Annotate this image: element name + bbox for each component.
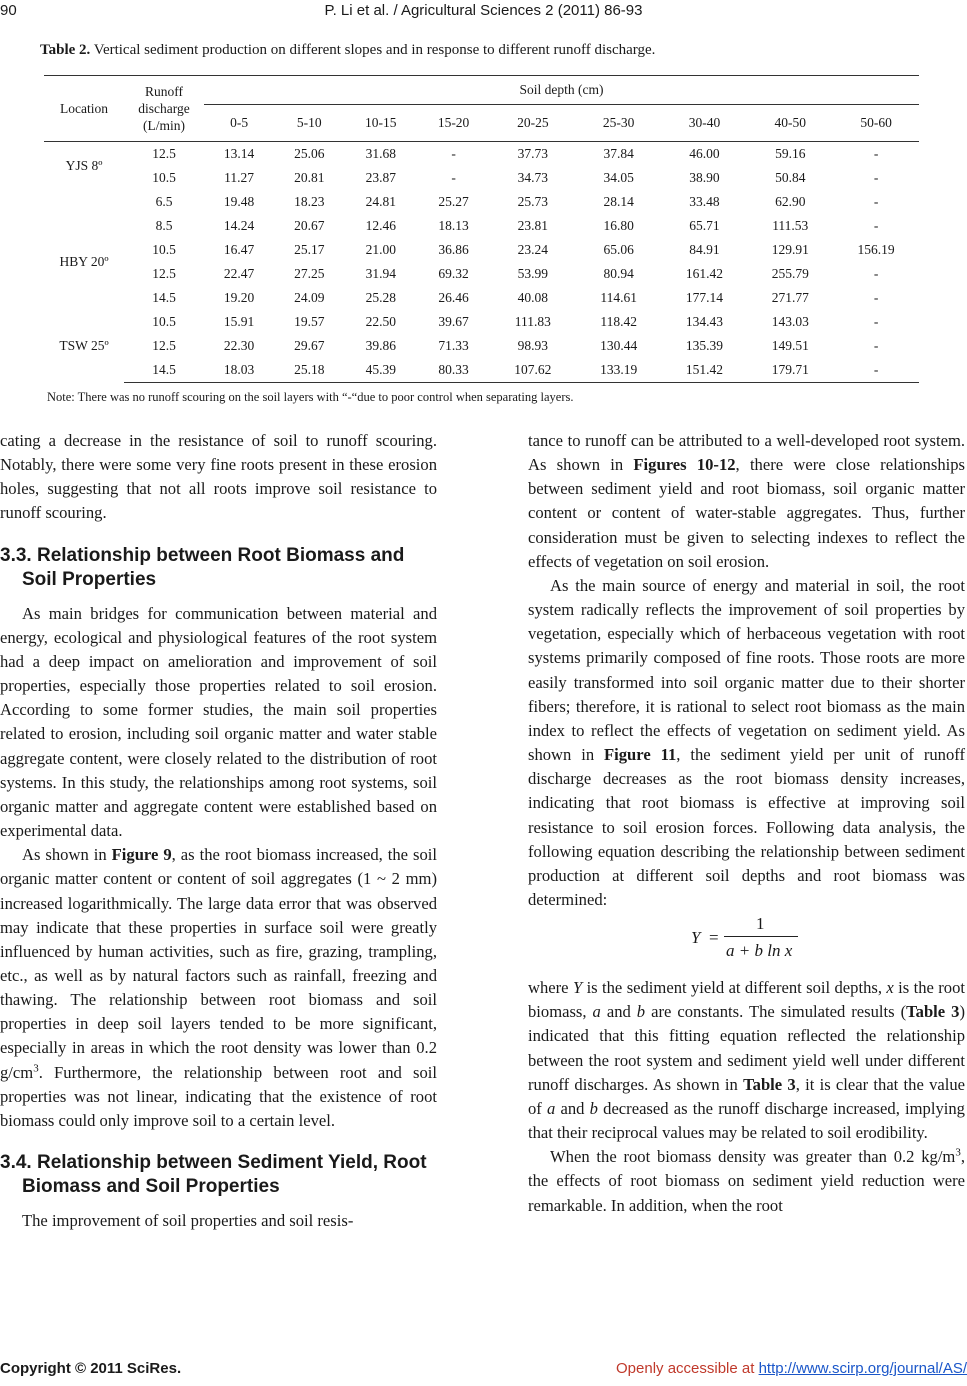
value-cell: 31.94 [365, 266, 396, 281]
text: . Furthermore, the relationship between root and soil properties was not linear, indicating that the existence of root biomass could only improve soil to a certain level. [0, 1062, 437, 1130]
value-cell: 151.42 [662, 358, 748, 383]
text: , as the root biomass increased, the soil organic matter content or content of soil aggregates (1 ~ 2 mm) increased logarithmically. The large data error that was observed may indicate that these properties in surface soil were greatly influenced by human activities, such as fire, grazing, trampling, etc., as well as by natural factors such as rainfall, freezing and thawing. The relationship between root biomass and soil properties in deep soil layers tended to be more significant, especially in areas in which the root density was lower than 0.2 g/cm [0, 845, 437, 1082]
table-2 [44, 75, 919, 383]
text: is the sediment yield at different soil depths, [582, 978, 887, 998]
var: b [589, 1098, 598, 1118]
value-cell: 20.67 [294, 218, 325, 233]
depth-header: 10-15 [365, 115, 397, 130]
text: , it is clear that the value of [528, 1074, 966, 1118]
table-row [44, 238, 919, 262]
depth-header: 50-60 [860, 115, 892, 130]
value-cell: 19.20 [223, 290, 255, 305]
text: are constants. The simulated results ( [645, 1002, 907, 1022]
value-cell: 18.13 [438, 218, 469, 233]
value-cell: 107.62 [490, 358, 576, 383]
value-cell: 177.14 [685, 290, 724, 305]
paragraph [528, 976, 965, 1145]
open-access-text: Openly accessible at [616, 1360, 759, 1377]
depth-header: 30-40 [688, 115, 721, 130]
runoff-cell: 14.5 [152, 290, 176, 305]
value-cell: 33.48 [689, 194, 720, 209]
table-row [44, 286, 919, 310]
value-cell: 18.23 [294, 194, 325, 209]
value-cell: 98.93 [517, 338, 549, 353]
value-cell: 34.05 [603, 170, 634, 185]
value-cell: 161.42 [685, 266, 724, 281]
value-cell: 34.73 [517, 170, 549, 185]
copyright: Copyright © 2011 SciRes. [0, 1360, 182, 1377]
location-cell: TSW 25º [59, 338, 109, 354]
value-cell: 50.84 [775, 170, 806, 185]
equation [528, 912, 965, 976]
value-cell: 84.91 [689, 242, 720, 257]
runoff-cell: 12.5 [152, 338, 176, 353]
right-column [528, 429, 965, 1218]
text: tance to runoff can be attributed to a well-developed root system. As shown in [528, 431, 965, 475]
value-cell: 24.81 [365, 194, 396, 209]
paragraph [528, 574, 965, 912]
left-column [0, 429, 437, 1233]
col-header-location: Location [60, 100, 108, 116]
text: When the root biomass density was greater than 0.2 kg/m [550, 1147, 956, 1167]
table-caption-label: Table 2. [40, 42, 91, 58]
runoff-cell: 12.5 [152, 266, 176, 281]
table-caption [40, 42, 655, 59]
value-cell: 129.91 [771, 242, 809, 257]
value-cell: 24.09 [294, 290, 325, 305]
paragraph [528, 1145, 965, 1217]
value-cell: 31.68 [365, 146, 396, 161]
value-cell: 19.48 [223, 194, 255, 209]
equation-lhs: Y [691, 928, 701, 948]
value-cell: 23.24 [517, 242, 549, 257]
value-cell: 65.71 [689, 218, 720, 233]
value-cell: 45.39 [344, 358, 417, 383]
var: b [636, 1002, 646, 1022]
table-body [44, 142, 919, 383]
location-cell: YJS 8º [65, 158, 103, 173]
value-cell: 25.17 [294, 242, 325, 257]
paragraph: As main bridges for communication between material and energy, ecological and physiological features of the root system had a deep impact on amelioration and improvement of soil properties, especially those properties related to soil erosion. According to some former studies, the main soil properties related to erosion, including soil organic matter and water stable aggregate content, were closely related to the distribution of root systems. In this study, the relationships among root systems, soil organic matter and aggregate content were established based on experimental data. [0, 603, 437, 841]
text: , the sediment yield per unit of runoff discharge decreases as the root biomass density increases, indicating that root biomass is effective at improving soil resistance to soil erosion forces. Following data analysis, the following equation describing the relationship between sediment production at different soil depths and root biomass was determined: [528, 745, 966, 909]
text: As shown in [22, 845, 112, 865]
value-cell: 80.94 [603, 266, 634, 281]
equation-denominator: a + b ln x [726, 941, 793, 961]
value-cell: 14.24 [223, 218, 255, 233]
value-cell: - [833, 358, 919, 383]
runoff-cell: 8.5 [155, 218, 173, 233]
section-heading-3-4: 3.4. Relationship between Sediment Yield, Root Biomass and Soil Properties [0, 1152, 427, 1198]
depth-header: 25-30 [602, 115, 635, 130]
value-cell: 130.44 [600, 338, 638, 353]
value-cell: 28.14 [603, 194, 634, 209]
value-cell: 65.06 [603, 242, 634, 257]
text: ) indicated that this fitting equation reflected the relationship between the root system and sediment yield well under different runoff discharges. As shown in [528, 1002, 965, 1094]
value-cell: 25.27 [438, 194, 469, 209]
figure-ref[interactable]: Figure 9 [111, 845, 172, 865]
section-heading-3-3: 3.3. Relationship between Root Biomass and Soil Properties [0, 544, 405, 590]
value-cell: 62.90 [775, 194, 806, 209]
value-cell: 11.27 [224, 170, 255, 185]
value-cell: 111.53 [772, 218, 809, 233]
value-cell: 80.33 [417, 358, 490, 383]
value-cell: 20.81 [294, 170, 325, 185]
table-row [44, 166, 919, 190]
value-cell: 13.14 [223, 146, 255, 161]
table-row [44, 142, 919, 167]
depth-header: 40-50 [774, 115, 806, 130]
value-cell: 25.73 [517, 194, 549, 209]
value-cell: 149.51 [771, 338, 809, 353]
runoff-cell: 14.5 [124, 358, 204, 383]
depth-header: 0-5 [230, 115, 249, 130]
text: is the root biomass, [528, 978, 966, 1022]
location-cell: HBY 20º [59, 254, 109, 269]
page-footer [0, 1360, 967, 1382]
running-title: P. Li et al. / Agricultural Sciences 2 (2011) 86-93 [324, 2, 643, 19]
value-cell: - [873, 170, 879, 185]
paragraph [528, 429, 965, 574]
value-cell: - [873, 194, 879, 209]
location-cell-empty [44, 190, 124, 214]
value-cell: - [873, 218, 879, 233]
value-cell: 46.00 [689, 146, 720, 161]
table-ref[interactable]: Table 3 [906, 1002, 960, 1022]
value-cell: 179.71 [747, 358, 833, 383]
value-cell: 255.79 [771, 266, 809, 281]
value-cell: 135.39 [685, 338, 724, 353]
running-header [0, 2, 967, 24]
value-cell: 71.33 [438, 338, 469, 353]
value-cell: 19.57 [294, 314, 325, 329]
text: , there were close relationships between sediment yield and root biomass, soil organic matter content or content of water-stable aggregates. Thus, further consideration must be given to selecting indexes to reflect the effects of vegetation on soil erosion. [528, 455, 965, 571]
table-row [44, 358, 919, 383]
figure-ref[interactable]: Figure 11 [604, 745, 677, 765]
value-cell: 25.18 [274, 358, 344, 383]
value-cell: 69.32 [438, 266, 469, 281]
text: where [528, 978, 573, 998]
value-cell: - [451, 170, 456, 185]
table-row [44, 262, 919, 286]
runoff-cell: 10.5 [152, 314, 176, 329]
runoff-cell: 10.5 [152, 242, 176, 257]
paragraph: The improvement of soil properties and soil resis- [22, 1211, 354, 1231]
value-cell: - [873, 266, 879, 281]
runoff-cell: 12.5 [152, 146, 176, 161]
table-row [44, 190, 919, 214]
var: x [886, 978, 894, 998]
col-header-soil-depth: Soil depth (cm) [204, 76, 919, 105]
value-cell: 271.77 [771, 290, 809, 305]
var: a [592, 1002, 601, 1022]
value-cell: 156.19 [857, 242, 895, 257]
superscript: 3 [955, 1146, 961, 1159]
var: a [547, 1098, 556, 1118]
text: As the main source of energy and material in soil, the root system radically reflects the improvement of soil properties by vegetation, especially which of herbaceous vegetation with root systems primarily composed of fine roots. Those roots are more easily transformed into soil organic matter due to their shorter fibers; therefore, it is rational to select root biomass as the main index to reflect the effects of vegetation on sediment yield. As shown in [528, 575, 965, 765]
value-cell: 16.80 [603, 218, 634, 233]
value-cell: 22.50 [365, 314, 396, 329]
value-cell: 15.91 [223, 314, 255, 329]
value-cell: 39.67 [438, 314, 469, 329]
value-cell: 12.46 [365, 218, 396, 233]
open-access-note [616, 1360, 967, 1377]
table-note: Note: There was no runoff scouring on the soil layers with “-“due to poor control when separating layers. [47, 390, 574, 404]
paragraph [0, 843, 437, 1133]
value-cell: 37.73 [517, 146, 549, 161]
value-cell: 23.87 [365, 170, 396, 185]
value-cell: - [873, 314, 879, 329]
runoff-cell: 10.5 [152, 170, 176, 185]
table-row [44, 214, 919, 238]
table-row [44, 334, 919, 358]
value-cell: 18.03 [204, 358, 274, 383]
value-cell: 36.86 [438, 242, 469, 257]
equation-numerator: 1 [756, 914, 765, 934]
table-ref[interactable]: Table 3 [743, 1074, 796, 1094]
text: decreased as the runoff discharge increased, implying that their reciprocal values may be related to soil erodibility. [528, 1098, 965, 1143]
value-cell: - [873, 290, 879, 305]
value-cell: 38.90 [689, 170, 720, 185]
value-cell: 27.25 [294, 266, 325, 281]
value-cell: 25.06 [294, 146, 325, 161]
text: and [555, 1098, 590, 1118]
value-cell: 21.00 [365, 242, 396, 257]
value-cell: 37.84 [603, 146, 634, 161]
var: Y [572, 978, 583, 998]
value-cell: 25.28 [365, 290, 396, 305]
depth-header: 5-10 [296, 115, 322, 130]
value-cell: 53.99 [517, 266, 549, 281]
value-cell: 133.19 [576, 358, 662, 383]
value-cell: - [451, 146, 456, 161]
value-cell: 114.61 [600, 290, 637, 305]
value-cell: - [873, 146, 879, 161]
col-header-runoff: Runoff discharge (L/min) [138, 84, 190, 133]
value-cell: 39.86 [365, 338, 396, 353]
equation-equals: = [709, 928, 719, 948]
page-number: 90 [0, 2, 17, 19]
value-cell: 40.08 [517, 290, 549, 305]
value-cell: 16.47 [223, 242, 255, 257]
superscript: 3 [33, 1062, 39, 1075]
text: , the effects of root biomass on sediment yield reduction were remarkable. In addition, when the root [528, 1147, 965, 1215]
value-cell: 143.03 [771, 314, 809, 329]
runoff-cell: 6.5 [155, 194, 173, 209]
text: and [600, 1002, 637, 1022]
paragraph: cating a decrease in the resistance of soil to runoff scouring. Notably, there were some very fine roots present in these erosion holes, suggesting that not all roots improve soil resistance to runoff scouring. [0, 431, 437, 523]
value-cell: 111.83 [514, 314, 551, 329]
value-cell: 29.67 [294, 338, 325, 353]
value-cell: 22.30 [223, 338, 255, 353]
value-cell: - [873, 338, 879, 353]
value-cell: 22.47 [223, 266, 255, 281]
value-cell: 26.46 [438, 290, 469, 305]
value-cell: 134.43 [685, 314, 724, 329]
depth-header: 15-20 [437, 115, 470, 130]
figure-ref[interactable]: Figures 10-12 [633, 455, 736, 475]
journal-link[interactable]: http://www.scirp.org/journal/AS/ [758, 1360, 967, 1377]
fraction-bar [724, 936, 798, 937]
value-cell: 118.42 [600, 314, 637, 329]
table-caption-text: Vertical sediment production on different slopes and in response to different runoff discharge. [90, 42, 656, 58]
depth-header: 20-25 [517, 115, 549, 130]
value-cell: 59.16 [775, 146, 806, 161]
table-row [44, 310, 919, 334]
value-cell: 23.81 [517, 218, 549, 233]
